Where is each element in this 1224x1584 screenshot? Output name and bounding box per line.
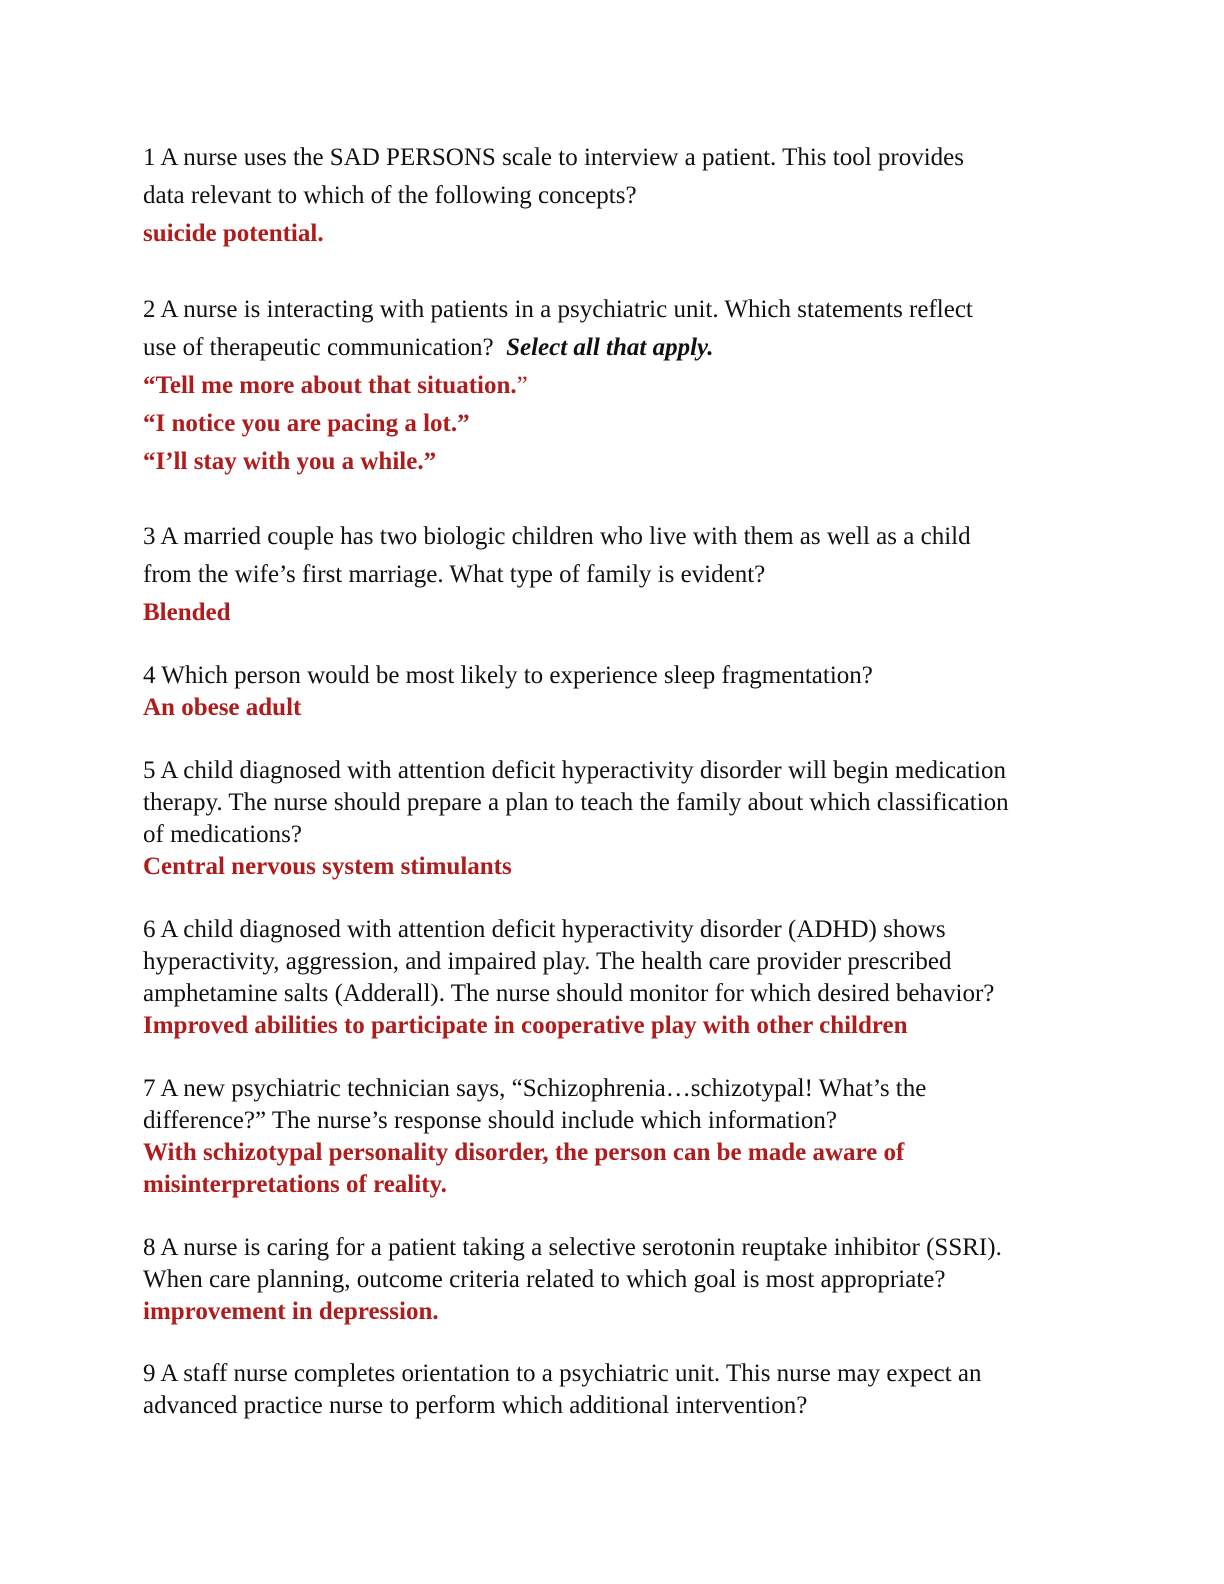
question-6-line-3: amphetamine salts (Adderall). The nurse should monitor for which desired behavior?	[143, 980, 995, 1007]
question-3-answer: Blended	[143, 599, 231, 626]
question-7-answer-line-1: With schizotypal personality disorder, the person can be made aware of	[143, 1139, 905, 1166]
question-3-line-1: 3 A married couple has two biologic children who live with them as well as a child	[143, 523, 971, 550]
question-7-line-1: 7 A new psychiatric technician says, “Schizophrenia…schizotypal! What’s the	[143, 1075, 927, 1102]
question-4-answer: An obese adult	[143, 694, 302, 721]
question-8-line-1: 8 A nurse is caring for a patient taking a selective serotonin reuptake inhibitor (SSRI).	[143, 1234, 1002, 1261]
question-5-line-3: of medications?	[143, 821, 302, 848]
question-8-answer: improvement in depression.	[143, 1298, 439, 1325]
question-7-answer-line-2: misinterpretations of reality.	[143, 1171, 447, 1198]
question-2-answer-1	[143, 371, 528, 401]
question-5-line-2: therapy. The nurse should prepare a plan to teach the family about which classification	[143, 789, 1009, 816]
question-5-answer: Central nervous system stimulants	[143, 853, 512, 880]
question-4-line-1: 4 Which person would be most likely to experience sleep fragmentation?	[143, 662, 873, 689]
question-1-answer: suicide potential.	[143, 220, 324, 247]
question-2-answer-1-text: “Tell me more about that situation.	[143, 372, 517, 399]
question-7-line-2: difference?” The nurse’s response should include which information?	[143, 1107, 837, 1134]
question-6-answer: Improved abilities to participate in cooperative play with other children	[143, 1012, 908, 1039]
question-2-answer-2: “I notice you are pacing a lot.”	[143, 410, 470, 437]
question-6-line-2: hyperactivity, aggression, and impaired play. The health care provider prescribed	[143, 948, 952, 975]
question-2-answer-1-close-quote: ”	[516, 372, 528, 399]
question-2-line-1: 2 A nurse is interacting with patients in a psychiatric unit. Which statements reflect	[143, 296, 973, 323]
question-2-line-2-text: use of therapeutic communication?	[143, 334, 494, 361]
question-1-line-2: data relevant to which of the following concepts?	[143, 182, 637, 209]
question-9-line-2: advanced practice nurse to perform which additional intervention?	[143, 1392, 808, 1419]
question-6-line-1: 6 A child diagnosed with attention deficit hyperactivity disorder (ADHD) shows	[143, 916, 946, 943]
question-2-answer-3: “I’ll stay with you a while.”	[143, 448, 437, 475]
select-all-instruction: Select all that apply.	[506, 334, 714, 361]
question-1-line-1: 1 A nurse uses the SAD PERSONS scale to interview a patient. This tool provides	[143, 144, 964, 171]
question-5-line-1: 5 A child diagnosed with attention deficit hyperactivity disorder will begin medication	[143, 757, 1007, 784]
question-2-line-2	[143, 333, 713, 363]
question-3-line-2: from the wife’s first marriage. What type of family is evident?	[143, 561, 766, 588]
question-8-line-2: When care planning, outcome criteria related to which goal is most appropriate?	[143, 1266, 946, 1293]
question-9-line-1: 9 A staff nurse completes orientation to a psychiatric unit. This nurse may expect an	[143, 1360, 982, 1387]
